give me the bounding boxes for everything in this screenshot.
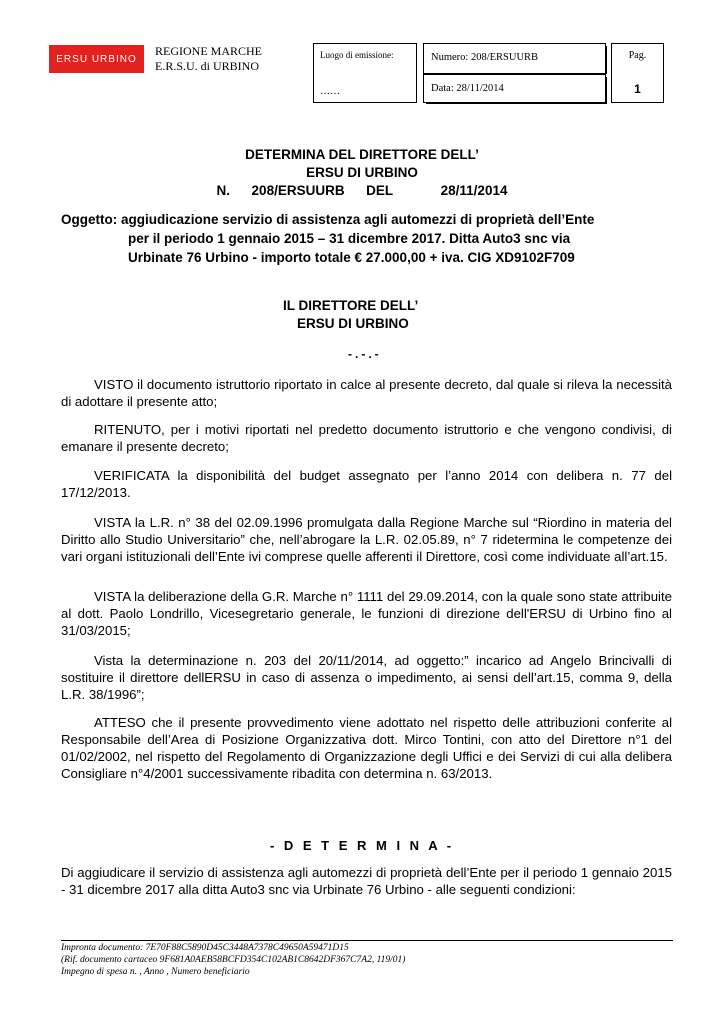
logo-text: ERSU URBINO — [56, 53, 137, 65]
subject-block — [61, 210, 661, 267]
paragraph-ritenuto: RITENUTO, per i motivi riportati nel predetto documento istruttorio e che vengono condivisi, di emanare il presente decreto; — [61, 422, 672, 454]
paragraph-aggiudicare: Di aggiudicare il servizio di assistenza agli automezzi di proprietà dell’Ente per il periodo 1 gennaio 2015 - 31 dicembre 2017 alla ditta Auto3 snc via Urbinate 76 Urbino - alle seguenti condizioni: — [61, 865, 672, 897]
numero-box — [423, 43, 606, 74]
title-date: 28/11/2014 — [440, 183, 508, 198]
page-label: Pag. — [628, 50, 647, 61]
document-title — [0, 146, 724, 200]
subject-line-3: Urbinate 76 Urbino - importo totale € 27.000,00 + iva. CIG XD9102F709 — [128, 250, 575, 265]
subject-line-1: Oggetto: aggiudicazione servizio di assistenza agli automezzi di proprietà dell’Ente — [61, 212, 595, 227]
paragraph-vista-determinazione: Vista la determinazione n. 203 del 20/11/2014, ad oggetto:” incarico ad Angelo Brincivalli di sostituire il direttore dellERSU in caso di assenza o impedimento, ai sensi dell’art.15, comma 9, della L.R. 38/1996”; — [61, 653, 672, 702]
paragraph-visto: VISTO il documento istruttorio riportato in calce al presente decreto, dal quale si rileva la necessità di adottare il presente atto; — [61, 377, 672, 409]
ersu-logo — [49, 45, 144, 73]
luogo-value: …… — [320, 86, 340, 97]
separator: -.-.- — [348, 347, 382, 361]
director-heading — [283, 297, 418, 333]
director-line-2: ERSU DI URBINO — [297, 316, 409, 331]
org-line-region: REGIONE MARCHE — [155, 44, 262, 58]
organization-name — [155, 44, 262, 74]
footer-divider — [61, 940, 673, 941]
paragraph-verificata: VERIFICATA la disponibilità del budget assegnato per l’anno 2014 con delibera n. 77 del 17/12/2013. — [61, 468, 672, 500]
title-line-2: ERSU DI URBINO — [306, 165, 418, 180]
data-value: Data: 28/11/2014 — [431, 83, 504, 94]
document-footer — [61, 942, 405, 978]
title-n: N. — [216, 183, 231, 198]
footer-fingerprint: Impronta documento: 7E70F88C5890D45C3448A7378C49650A59471D15 — [61, 943, 349, 953]
footer-commitment: Impegno di spesa n. , Anno , Numero beneficiario — [61, 967, 250, 977]
paragraph-vista-lr: VISTA la L.R. n° 38 del 02.09.1996 promulgata dalla Regione Marche sul “Riordino in materia del Diritto allo Studio Universitario” che, nell’abrogare la L.R. 02.05.89, n° 7 ridetermina le competenze dei vari organi istituzionali dell’Ente ivi comprese quelle afferenti il Direttore, così come individuate all’art.15. — [61, 515, 672, 564]
page-number: 1 — [634, 82, 641, 96]
luogo-box — [313, 43, 417, 103]
director-line-1: IL DIRETTORE DELL’ — [283, 298, 419, 313]
paragraph-vista-deliberazione: VISTA la deliberazione della G.R. Marche n° 1111 del 29.09.2014, con la quale sono state attribuite al dott. Paolo Londrillo, Vicesegretario generale, le funzioni di direzione dell'ERSU di Urbino fino al 31/03/2015; — [61, 589, 672, 638]
title-line-1: DETERMINA DEL DIRETTORE DELL’ — [245, 147, 479, 162]
footer-reference: (Rif. documento cartaceo 9F681A0AEB58BCFD354C102AB1C8642DF367C7A2, 119/01) — [61, 955, 406, 965]
data-box — [423, 74, 606, 103]
org-line-ersu: E.R.S.U. di URBINO — [155, 59, 260, 73]
numero-value: Numero: 208/ERSUURB — [431, 52, 539, 63]
page-box — [611, 43, 664, 103]
title-line-3 — [217, 182, 508, 200]
title-number: 208/ERSUURB — [251, 183, 345, 198]
paragraph-atteso: ATTESO che il presente provvedimento viene adottato nel rispetto delle attribuzioni conferite al Responsabile dell’Area di Posizione Organizzativa dott. Mirco Tontini, con atto del Direttore n°1 del 01/02/2002, nel rispetto del Regolamento di Organizzazione degli Uffici e dei Servizi di cui alla delibera Consigliare n°4/2001 successivamente ribadita con determina n. 63/2013. — [61, 715, 672, 781]
luogo-label: Luogo di emissione: — [320, 50, 394, 60]
subject-line-2: per il periodo 1 gennaio 2015 – 31 dicembre 2017. Ditta Auto3 snc via — [128, 231, 571, 246]
determina-heading: - D E T E R M I N A - — [269, 838, 455, 853]
title-del: DEL — [366, 183, 394, 198]
